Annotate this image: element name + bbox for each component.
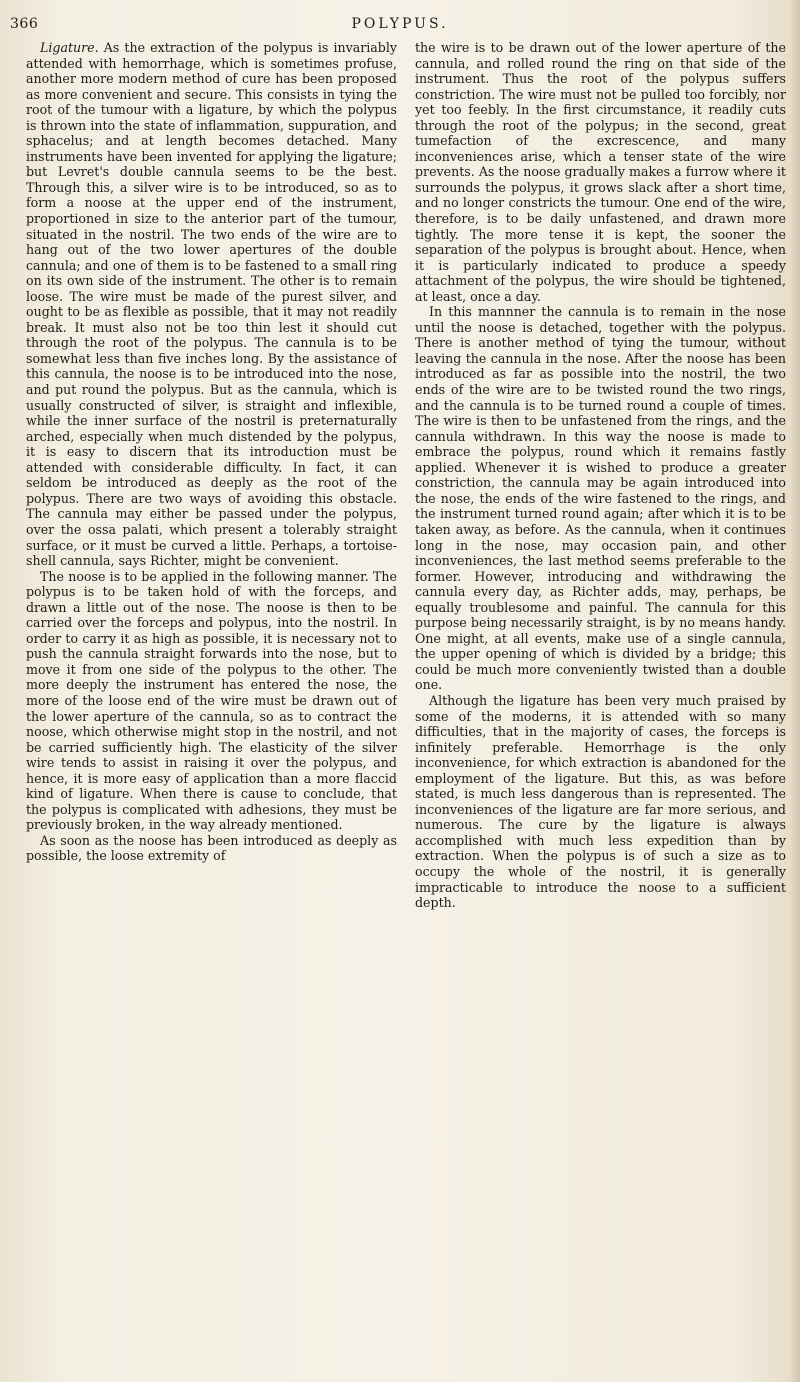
paragraph-cannula-method: In this mannner the cannula is to remain in the nose until the noose is detached, together with the polypus. There is another method of tying the tumour, without leaving the cannula in the nose. After the noose has been introduced as far as possible into the nostril, the two ends of the wire are to be twisted round the two rings, and the cannula is to be turned round a couple of times. The wire is then to be unfastened from the rings, and the cannula withdrawn. In this way the noose is made to embrace the polypus, round which it remains fastly applied. Whenever it is wished to produce a greater constriction, the cannula may be again introduced into the nose, the ends of the wire fastened to the rings, and the instrument turned round again; after which it is to be taken away, as before. As the cannula, when it continues long in the nose, may occasion pain, and other inconveniences, the last method seems preferable to the former. However, introducing and withdrawing the cannula every day, as Richter adds, may, perhaps, be equally troublesome and painful. The cannula for this purpose being necessarily straight, is by no means handy. One might, at all events, make use of a single cannula, the upper opening of which is divided by a bridge; this could be much more conveniently twisted than a double one. <box>415 304 786 693</box>
paragraph-continued: As soon as the noose has been introduced as deeply as possible, the loose extremity of <box>26 832 397 864</box>
left-column <box>26 40 397 1370</box>
paragraph-ligature <box>26 40 397 569</box>
section-lead-ligature: Ligature. <box>40 40 99 55</box>
paragraph-ligature-difficulties: Although the ligature has been very much praised by some of the moderns, it is attended with so many difficulties, that in the majority of cases, the forceps is infinitely preferable. Hemorrhage is the only inconvenience, for which extraction is abandoned for the employment of the ligature. But this, as was before stated, is much less dangerous than is represented. The inconveniences of the ligature are far more serious, and numerous. The cure by the ligature is always accomplished with much less expedition than by extraction. When the polypus is of such a size as to occupy the whole of the nostril, it is generally impracticable to introduce the noose to a sufficient depth. <box>415 692 786 911</box>
paragraph-wire-continued: the wire is to be drawn out of the lower aperture of the cannula, and rolled round the ring on that side of the instrument. Thus the root of the polypus suffers constriction. The wire must not be pulled too forcibly, nor yet too feebly. In the first circumstance, it readily cuts through the root of the polypus; in the second, great tumefaction of the excrescence, and many inconveniences arise, which a tenser state of the wire prevents. As the noose gradually makes a furrow where it surrounds the polypus, it grows slack after a short time, and no longer constricts the tumour. One end of the wire, therefore, is to be daily unfastened, and drawn more tightly. The more tense it is kept, the sooner the separation of the polypus is brought about. Hence, when it is particularly indicated to produce a speedy attachment of the polypus, the wire should be tightened, at least, once a day. <box>415 40 786 304</box>
paragraph-text: As the extraction of the polypus is invariably attended with hemorrhage, which is sometimes profuse, another more modern method of cure has been proposed as more convenient and secure. This consists in tying the root of the tumour with a ligature, by which the polypus is thrown into the state of inflammation, suppuration, and sphacelus; and at length becomes detached. Many instruments have been invented for applying the ligature; but Levret's double cannula seems to be the best. Through this, a silver wire is to be introduced, so as to form a noose at the upper end of the instrument, proportioned in size to the anterior part of the tumour, situated in the nostril. The two ends of the wire are to hang out of the two lower apertures of the double cannula; and one of them is to be fastened to a small ring on its own side of the instrument. The other is to remain loose. The wire must be made of the purest silver, and ought to be as flexible as possible, that it may not readily break. It must also not be too thin lest it should cut through the root of the polypus. The cannula is to be somewhat less than five inches long. By the assistance of this cannula, the noose is to be introduced into the nose, and put round the polypus. But as the cannula, which is usually constructed of silver, is straight and inflexible, while the inner surface of the nostril is preternaturally arched, especially when much distended by the polypus, it is easy to discern that its introduction must be attended with considerable difficulty. In fact, it can seldom be introduced as deeply as the root of the polypus. There are two ways of avoiding this obstacle. The cannula may either be passed under the polypus, over the ossa palati, which present a tolerably straight surface, or it must be curved a little. Perhaps, a tortoise-shell cannula, says Richter, might be convenient. <box>26 40 397 569</box>
paragraph-noose-application: The noose is to be applied in the following manner. The polypus is to be taken hold of with the forceps, and drawn a little out of the nose. The noose is then to be carried over the forceps and polypus, into the nostril. In order to carry it as high as possible, it is necessary not to push the cannula straight forwards into the nose, but to move it from one side of the polypus to the other. The more deeply the instrument has entered the nose, the more of the loose end of the wire must be drawn out of the lower aperture of the cannula, so as to contract the noose, which otherwise might stop in the nostril, and not be carried sufficiently high. The elasticity of the silver wire tends to assist in raising it over the polypus, and hence, it is more easy of application than a more flaccid kind of ligature. When there is cause to conclude, that the polypus is complicated with adhesions, they must be previously broken, in the way already mentioned. <box>26 568 397 833</box>
page-header <box>0 14 800 38</box>
right-column <box>415 40 786 1370</box>
running-head: POLYPUS. <box>351 16 449 32</box>
text-columns <box>26 40 786 1370</box>
page-edge-shadow <box>790 0 800 1382</box>
page-number: 366 <box>10 16 39 32</box>
